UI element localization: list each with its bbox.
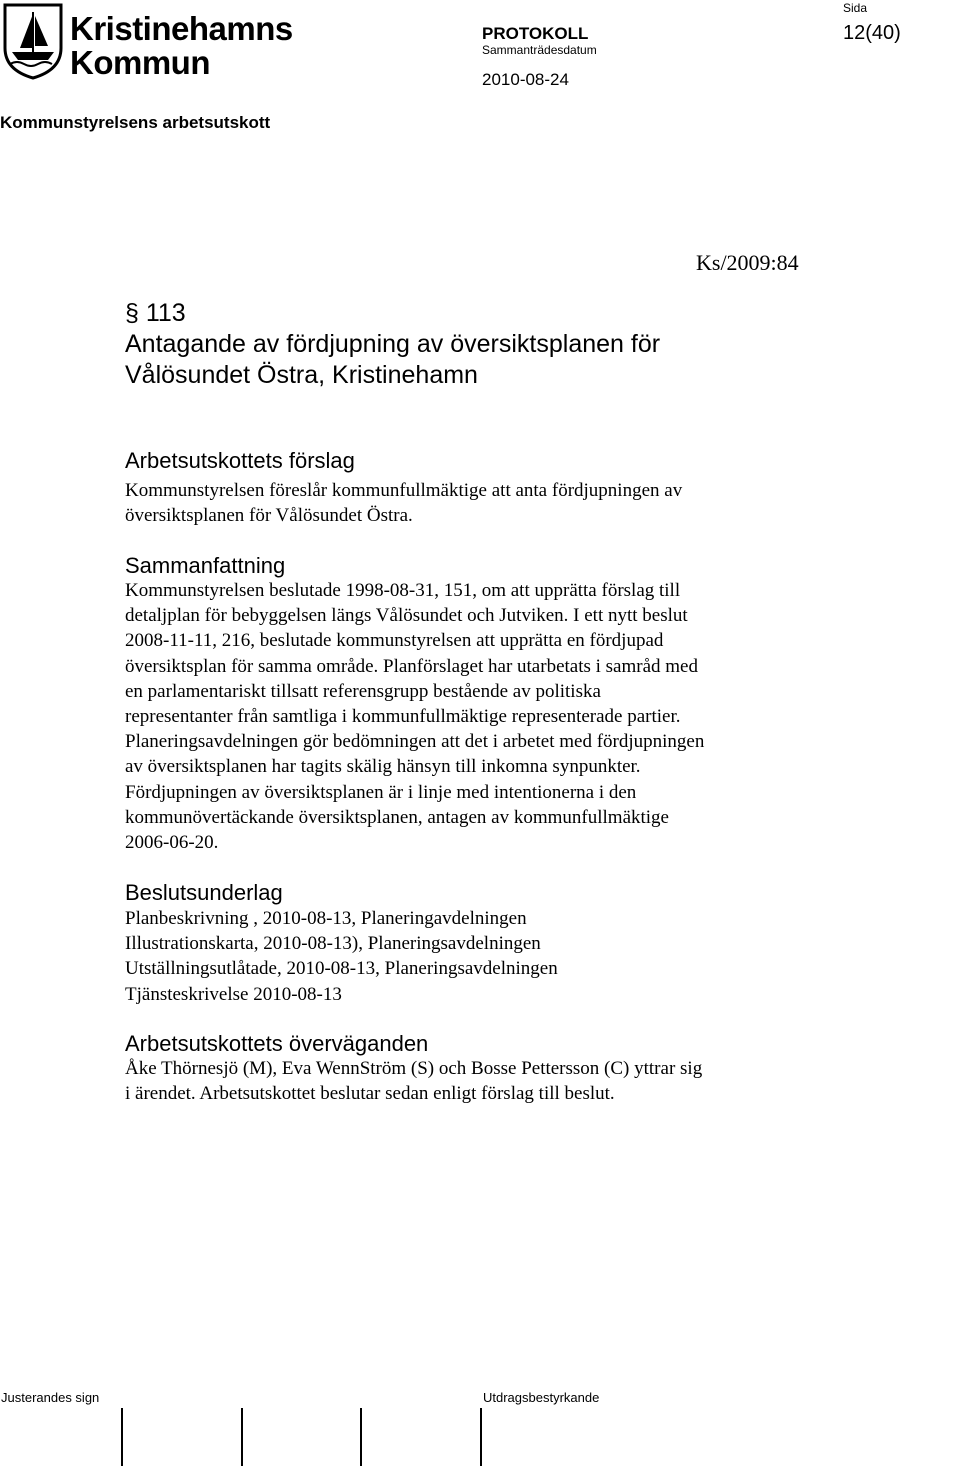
kristinehamn-logo	[0, 0, 293, 82]
page-number: 12(40)	[843, 22, 901, 44]
text-line: Åke Thörnesjö (M), Eva WennStröm (S) och Bosse Pettersson (C) yttrar sig	[125, 1058, 703, 1079]
text-line: Illustrationskarta, 2010-08-13), Planeringsavdelningen	[125, 933, 541, 955]
text-line: Planeringsavdelningen gör bedömningen att det i arbetet med fördjupningen	[125, 731, 705, 753]
text-line: Kommunstyrelsen föreslår kommunfullmäktige att anta fördjupningen av	[125, 480, 683, 501]
signature-divider	[121, 1408, 123, 1466]
text-line: i ärendet. Arbetsutskottet beslutar sedan enligt förslag till beslut.	[125, 1083, 615, 1105]
text-line: 2006-06-20.	[125, 832, 219, 854]
extract-certification-label: Utdragsbestyrkande	[483, 1390, 600, 1405]
considerations-body	[125, 1056, 825, 1106]
text-line: 2008-11-11, 216, beslutade kommunstyrelsen att upprätta en fördjupad	[125, 630, 664, 652]
text-line: Utställningsutlåtade, 2010-08-13, Planeringsavdelningen	[125, 958, 558, 980]
document-type: PROTOKOLL	[482, 24, 589, 43]
basis-body	[125, 906, 825, 1007]
section-title-line2: Vålösundet Östra, Kristinehamn	[125, 361, 478, 389]
text-line: representanter från samtliga i kommunfullmäktige representerade partier.	[125, 706, 681, 728]
basis-heading: Beslutsunderlag	[125, 880, 283, 905]
meeting-date-label: Sammanträdesdatum	[482, 43, 597, 57]
signature-divider	[360, 1408, 362, 1466]
text-line: detaljplan för bebyggelsen längs Vålösundet och Jutviken. I ett nytt beslut	[125, 605, 688, 627]
text-line: av översiktsplanen har tagits skälig hänsyn till inkomna synpunkter.	[125, 756, 641, 778]
logo-text-line2: Kommun	[70, 44, 210, 81]
text-line: Kommunstyrelsen beslutade 1998-08-31, 151, om att upprätta förslag till	[125, 580, 681, 601]
text-line: kommunövertäckande översiktsplanen, antagen av kommunfullmäktige	[125, 806, 669, 828]
proposal-heading: Arbetsutskottets förslag	[125, 448, 355, 473]
case-number: Ks/2009:84	[696, 250, 799, 275]
text-line: Fördjupningen av översiktsplanen är i linje med intentionerna i den	[125, 781, 637, 803]
meeting-date: 2010-08-24	[482, 70, 569, 89]
considerations-heading: Arbetsutskottets överväganden	[125, 1031, 429, 1056]
text-line: en parlamentariskt tillsatt referensgrupp bestående av politiska	[125, 680, 601, 702]
text-line: Tjänsteskrivelse 2010-08-13	[125, 983, 342, 1005]
proposal-body	[125, 478, 825, 528]
section-sign: §	[125, 299, 139, 327]
section-paragraph-number	[125, 299, 186, 328]
text-line: Planbeskrivning , 2010-08-13, Planeringavdelningen	[125, 908, 527, 929]
committee-name: Kommunstyrelsens arbetsutskott	[0, 113, 271, 132]
justification-sign-label: Justerandes sign	[1, 1390, 100, 1405]
signature-divider	[241, 1408, 243, 1466]
page-label: Sida	[843, 1, 868, 15]
text-line: översiktsplan för samma område. Planförslaget har utarbetats i samråd med	[125, 655, 698, 677]
signature-divider	[480, 1408, 482, 1466]
text-line: översiktsplanen för Vålösundet Östra.	[125, 505, 413, 527]
coat-of-arms-icon	[2, 2, 64, 80]
paragraph-number: 113	[145, 299, 186, 327]
summary-heading: Sammanfattning	[125, 553, 286, 578]
logo-text-line1: Kristinehamns	[70, 10, 293, 47]
section-title-line1: Antagande av fördjupning av översiktsplanen för	[125, 330, 661, 358]
summary-body	[125, 578, 825, 855]
